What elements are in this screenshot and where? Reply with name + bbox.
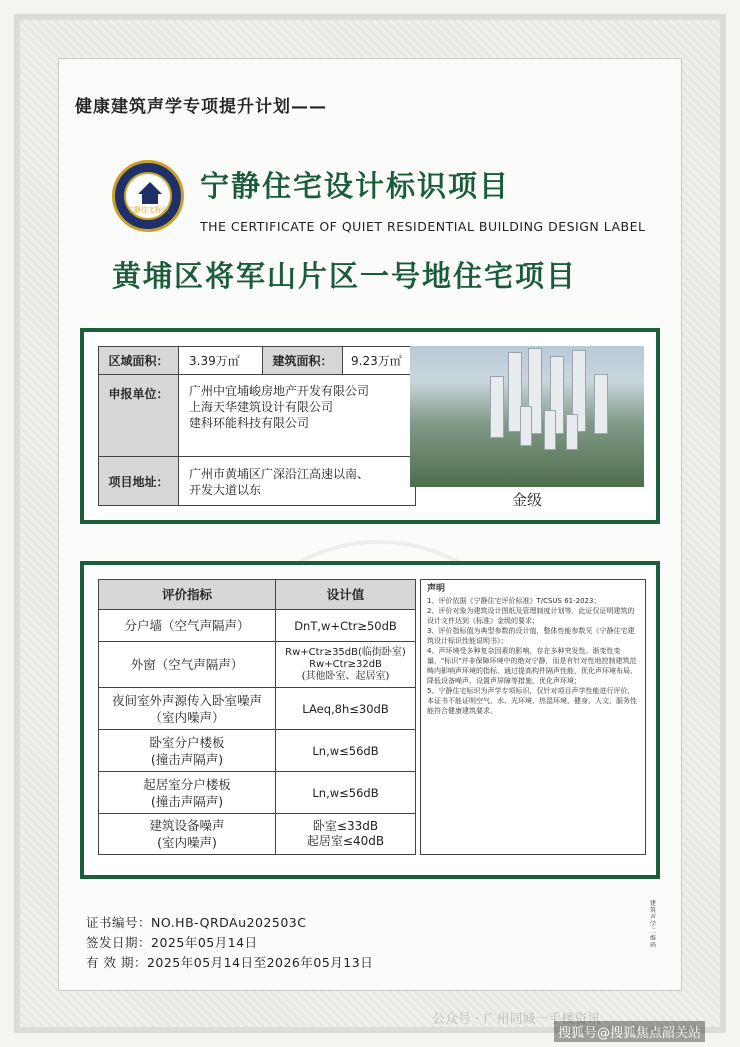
address-label: 项目地址： — [99, 457, 179, 505]
wechat-watermark: 公众号 · 广州同城一手楼资讯 — [432, 1012, 601, 1027]
value-text: (其他卧室、起居室) — [301, 670, 390, 682]
table-row — [99, 730, 415, 772]
indicator-text: (室内噪声) — [157, 835, 217, 850]
address-line: 开发大道以东 — [189, 483, 262, 497]
value-text: Rw+Ctr≥35dB(临街卧室) — [285, 646, 406, 658]
sohu-watermark: 搜狐号@搜狐焦点韶关站 — [554, 1021, 705, 1042]
unit-item: 建科环能科技有限公司 — [189, 416, 310, 430]
cert-number-label: 证书编号： — [86, 915, 152, 930]
note-item: 4、声环境受多种复杂因素的影响，存在多种突发性、渐变性变量，"标识"并非保障环境中的绝对宁静，而是有针对性地控制建筑范畴内影响声环境的指标，通过提高构件隔声性能，优化声环境布局、降低设备噪声、设置声屏障等措施，优化声环境； — [427, 647, 637, 685]
table-row — [99, 688, 415, 730]
project-info-table — [98, 346, 416, 506]
cert-number-line — [86, 913, 306, 931]
certificate-title: 宁静住宅设计标识项目 — [200, 169, 511, 203]
cert-number: NO.HB-QRDAu202503C — [151, 915, 307, 930]
address-value — [179, 457, 415, 505]
evaluation-box — [80, 561, 660, 879]
indicator-text: 起居室分户楼板 — [143, 776, 231, 792]
area-value: 3.39万㎡ — [179, 347, 263, 375]
table-row — [99, 772, 415, 814]
value-text: 起居室≤40dB — [306, 834, 385, 848]
note-item: 3、评价指标值为典型参数的设计值，整体性能参数见《宁静住宅建筑设计标识性能说明书》； — [427, 627, 635, 645]
house-icon — [138, 182, 162, 194]
grade-label: 金级 — [511, 491, 542, 509]
indicator-text: 建筑设备噪声 — [149, 818, 225, 833]
indicator-text: (撞击声隔声) — [150, 751, 224, 767]
table-header — [99, 580, 415, 610]
indicator-text: 夜间室外声源传入卧室噪声 — [111, 692, 262, 708]
seal-logo — [112, 160, 184, 232]
note-item: 1、评价依据《宁静住宅评价标准》T/CSUS 61-2023； — [427, 597, 601, 605]
unit-item: 广州中宜埔峻房地产开发有限公司 — [189, 384, 370, 398]
indicator-text: 外窗（空气声隔声） — [130, 657, 244, 672]
value-text: DnT,w+Ctr≥50dB — [294, 618, 397, 633]
header-indicator: 评价指标 — [99, 580, 276, 609]
unit-label: 申报单位： — [99, 375, 179, 457]
valid-period-line — [86, 953, 373, 971]
table-row — [99, 642, 415, 688]
value-text: 卧室≤33dB — [312, 819, 379, 833]
value-text: Rw+Ctr≥32dB — [309, 658, 382, 670]
build-area-label: 建筑面积： — [263, 347, 343, 375]
indicator-text: 分户墙（空气声隔声） — [124, 618, 250, 633]
issue-date-line — [86, 933, 258, 951]
project-name: 黄埔区将军山片区一号地住宅项目 — [112, 259, 578, 293]
issue-date-label: 签发日期： — [86, 935, 152, 950]
project-rendering — [410, 346, 644, 487]
indicator-text: (撞击声隔声) — [150, 793, 224, 809]
value-text: Ln,w≤56dB — [312, 743, 379, 758]
issue-date: 2025年05月14日 — [151, 935, 258, 950]
certificate-title-en: THE CERTIFICATE OF QUIET RESIDENTIAL BUILDING DESIGN LABEL — [200, 219, 646, 234]
header-value: 设计值 — [326, 586, 365, 602]
table-row — [99, 814, 415, 854]
project-info-box — [80, 328, 660, 524]
unit-item: 上海天华建筑设计有限公司 — [189, 400, 334, 414]
seal-text: 宁静住宅标识 — [127, 206, 169, 214]
note-item: 5、宁静住宅标识为声学专项标识，仅针对项目声学性能进行评价，本证书不能证明空气、水、光环境、热湿环境、健身、人文、服务性能符合健康建筑要求。 — [427, 687, 637, 715]
table-row — [99, 610, 415, 642]
indicator-text: 卧室分户楼板 — [149, 734, 225, 750]
valid-period-label: 有 效 期： — [86, 955, 147, 970]
statement-notes — [420, 579, 646, 855]
units-list — [179, 375, 415, 457]
value-text: LAeq,8h≤30dB — [302, 701, 389, 716]
note-item: 2、评价对象为建筑设计图纸及管理制度计划等，此证仅证明建筑的设计文件达到《标准》金级的要求； — [427, 607, 635, 625]
address-line: 广州市黄埔区广深沿江高速以南、 — [189, 467, 370, 481]
valid-period: 2025年05月14日至2026年05月13日 — [146, 955, 374, 970]
area-label: 区域面积： — [99, 347, 179, 375]
notes-title: 声明 — [427, 584, 446, 594]
evaluation-table — [98, 579, 416, 855]
indicator-text: （室内噪声） — [149, 709, 225, 725]
value-text: Ln,w≤56dB — [312, 785, 379, 800]
program-title: 健康建筑声学专项提升计划—— — [75, 97, 327, 117]
side-vertical-text: 建筑声学二维码 — [650, 900, 657, 949]
build-area-value: 9.23万㎡ — [343, 347, 415, 375]
